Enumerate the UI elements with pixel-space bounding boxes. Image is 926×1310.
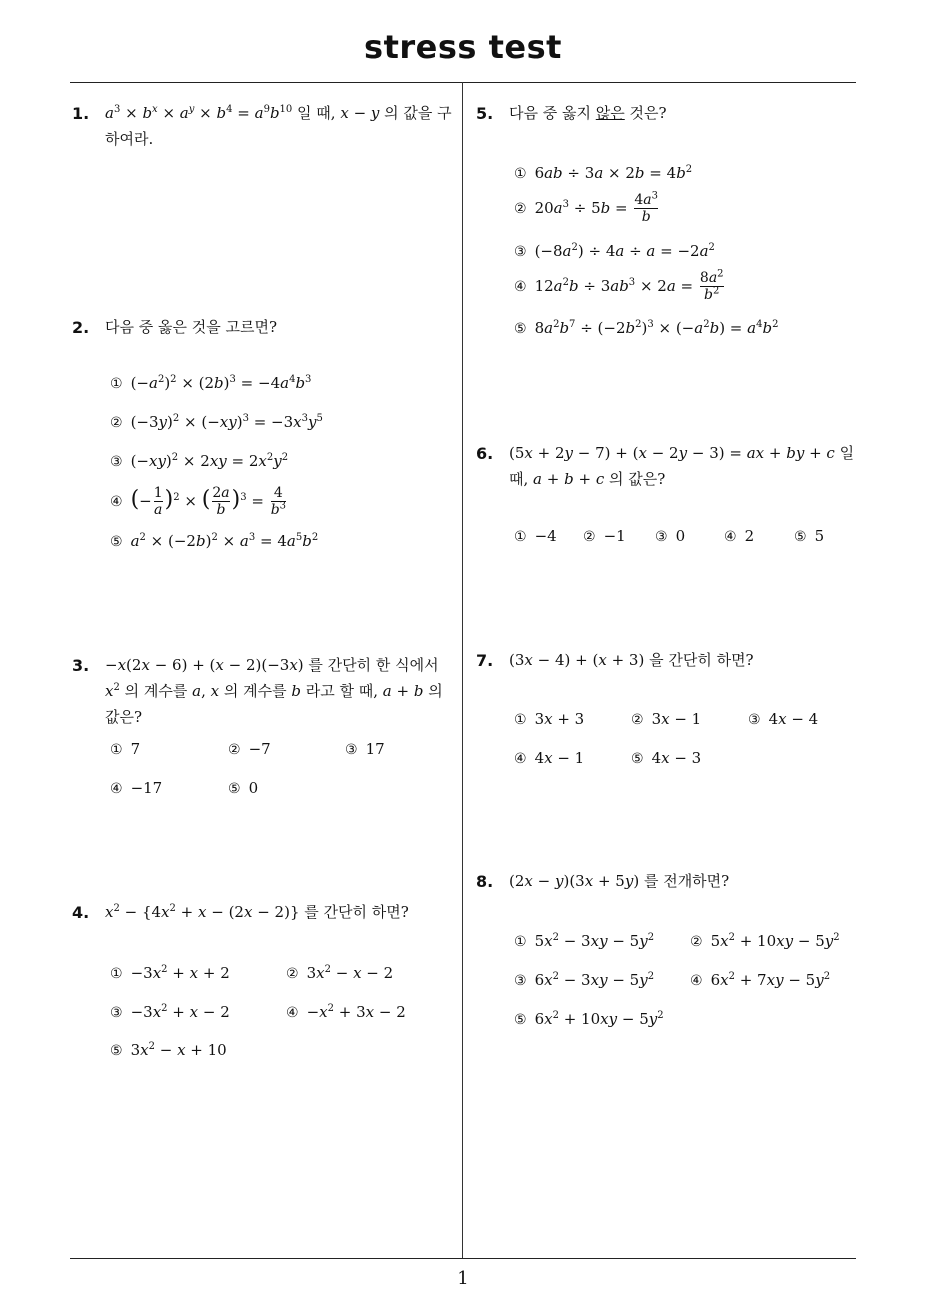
option-expression: $3x^2 - x + 10$ (130, 1041, 227, 1059)
option-expression: 4x − 1 (534, 749, 585, 767)
option-expression: 3x − 1 (651, 710, 702, 728)
option-expression: 4x − 3 (651, 749, 702, 767)
top-rule (70, 82, 856, 83)
question-number: 5. (476, 104, 494, 123)
answer-option[interactable] (748, 708, 818, 731)
answer-option[interactable] (110, 372, 311, 395)
option-marker: ⑤ (794, 529, 807, 545)
answer-option[interactable] (514, 747, 584, 770)
option-expression: $(-3y)^2 \times (-xy)^3 = -3x^3y^5$ (130, 413, 323, 431)
option-expression: 4x − 4 (768, 710, 819, 728)
answer-option[interactable] (228, 777, 258, 800)
option-marker: ② (690, 934, 703, 950)
option-expression: $-3x^2 + x + 2$ (130, 964, 230, 982)
option-marker: ② (286, 966, 299, 982)
question-text: $a^3 \times b^x \times a^y \times b^4 = a^9b^{10}$ 일 때, x − y 의 값을 구하여라. (105, 104, 452, 148)
question-number: 4. (72, 903, 90, 922)
option-marker: ④ (110, 781, 123, 797)
answer-option[interactable] (286, 962, 393, 985)
option-expression: −17 (130, 779, 163, 797)
question-number: 3. (72, 656, 90, 675)
question-text: −x(2x − 6) + (x − 2)(−3x) 를 간단히 한 식에서 $x^2$ 의 계수를 a, x 의 계수를 b 라고 할 때, a + b 의 값은? (105, 656, 443, 726)
answer-option[interactable] (228, 738, 271, 761)
option-marker: ④ (110, 493, 123, 510)
option-marker: ① (514, 529, 527, 545)
answer-option[interactable] (110, 485, 288, 518)
option-marker: ③ (345, 742, 358, 758)
option-expression: $5x^2 - 3xy - 5y^2$ (534, 932, 655, 950)
option-expression: $-x^2 + 3x - 2$ (306, 1003, 406, 1021)
question-text: (5x + 2y − 7) + (x − 2y − 3) = ax + by + c 일 때, a + b + c 의 값은? (509, 444, 855, 488)
option-marker: ② (110, 415, 123, 431)
answer-option[interactable] (110, 962, 230, 985)
option-marker: ③ (514, 973, 527, 989)
answer-option[interactable] (345, 738, 385, 761)
question-text: $x^2 - \{4x^2 + x - (2x - 2)\}$ 를 간단히 하면? (105, 903, 409, 921)
answer-option[interactable] (110, 530, 318, 553)
answer-option[interactable] (583, 525, 626, 548)
option-marker: ⑤ (514, 1012, 527, 1028)
option-marker: ⑤ (110, 1043, 123, 1059)
answer-option[interactable] (514, 969, 654, 992)
option-marker: ④ (286, 1005, 299, 1021)
option-marker: ④ (514, 278, 527, 295)
option-marker: ⑤ (110, 534, 123, 550)
option-marker: ④ (724, 529, 737, 545)
bottom-rule (70, 1258, 856, 1259)
question-number: 2. (72, 318, 90, 337)
option-marker: ② (631, 712, 644, 728)
question-number: 1. (72, 104, 90, 123)
answer-option[interactable] (514, 317, 778, 340)
option-expression: $6x^2 + 10xy - 5y^2$ (534, 1010, 664, 1028)
option-expression: $20a^3 \div 5b$ = $\frac{4a^3}{b}$ (534, 190, 659, 225)
option-marker: ① (110, 966, 123, 982)
answer-option[interactable] (514, 930, 654, 953)
option-expression: (− $\frac{1}{a}$ )$^2$ × ( $\frac{2a}{b}$ )$^3$ = $\frac{4}{b^3}$ (130, 485, 287, 518)
option-marker: ③ (110, 1005, 123, 1021)
option-expression: $(-xy)^2 \times 2xy = 2x^2y^2$ (130, 452, 289, 470)
option-marker: ⑤ (228, 781, 241, 797)
answer-option[interactable] (724, 525, 754, 548)
answer-option[interactable] (631, 708, 701, 731)
question-text: (2x − y)(3x + 5y) 를 전개하면? (509, 872, 730, 890)
option-marker: ② (514, 200, 527, 217)
option-marker: ⑤ (514, 321, 527, 337)
option-marker: ④ (514, 751, 527, 767)
option-expression: $a^2 \times (-2b)^2 \times a^3 = 4a^5b^2$ (130, 532, 319, 550)
page-number: 1 (457, 1268, 469, 1289)
answer-option[interactable] (690, 969, 830, 992)
answer-option[interactable] (514, 192, 660, 225)
answer-option[interactable] (110, 450, 288, 473)
answer-option[interactable] (514, 708, 584, 731)
option-expression: $5x^2 + 10xy - 5y^2$ (710, 932, 840, 950)
option-expression: 2 (744, 527, 755, 545)
answer-option[interactable] (514, 525, 557, 548)
option-expression: −4 (534, 527, 557, 545)
option-marker: ③ (110, 454, 123, 470)
option-marker: ② (583, 529, 596, 545)
question-number: 6. (476, 444, 494, 463)
option-marker: ① (514, 166, 527, 182)
answer-option[interactable] (631, 747, 701, 770)
answer-option[interactable] (110, 1001, 230, 1024)
option-marker: ① (514, 712, 527, 728)
answer-option[interactable] (690, 930, 840, 953)
answer-option[interactable] (110, 1039, 227, 1062)
question-text: 다음 중 옳은 것을 고르면? (105, 318, 278, 336)
answer-option[interactable] (110, 738, 140, 761)
answer-option[interactable] (655, 525, 685, 548)
option-marker: ③ (655, 529, 668, 545)
option-expression: 5 (814, 527, 825, 545)
option-expression: $3x^2 - x - 2$ (306, 964, 394, 982)
answer-option[interactable] (110, 777, 162, 800)
answer-option[interactable] (514, 1008, 664, 1031)
page-title: stress test (364, 28, 562, 66)
option-marker: ⑤ (631, 751, 644, 767)
option-marker: ③ (514, 244, 527, 260)
option-expression: $6x^2 - 3xy - 5y^2$ (534, 971, 655, 989)
question-text: (3x − 4) + (x + 3) 을 간단히 하면? (509, 651, 754, 669)
answer-option[interactable] (514, 270, 726, 303)
option-expression: 0 (248, 779, 259, 797)
answer-option[interactable] (514, 240, 715, 263)
question-number: 8. (476, 872, 494, 891)
answer-option[interactable] (514, 162, 692, 185)
question-number: 7. (476, 651, 494, 670)
option-marker: ② (228, 742, 241, 758)
option-marker: ① (110, 376, 123, 392)
answer-option[interactable] (286, 1001, 406, 1024)
option-expression: 3x + 3 (534, 710, 585, 728)
option-marker: ③ (748, 712, 761, 728)
option-expression: −1 (603, 527, 626, 545)
option-expression: 0 (675, 527, 686, 545)
option-expression: $6ab \div 3a \times 2b = 4b^2$ (534, 164, 693, 182)
option-marker: ① (514, 934, 527, 950)
option-expression: $-3x^2 + x - 2$ (130, 1003, 230, 1021)
option-marker: ① (110, 742, 123, 758)
option-expression: $12a^2b \div 3ab^3 \times 2a$ = $\frac{8a^2}{b^2}$ (534, 268, 724, 303)
column-divider (462, 82, 463, 1258)
answer-option[interactable] (110, 411, 323, 434)
option-expression: $(-a^2)^2 \times (2b)^3 = -4a^4b^3$ (130, 374, 312, 392)
option-expression: 7 (130, 740, 141, 758)
answer-option[interactable] (794, 525, 824, 548)
option-expression: 17 (365, 740, 385, 758)
question-text: 다음 중 옳지 않은 것은? (509, 104, 667, 122)
option-expression: −7 (248, 740, 271, 758)
option-expression: $6x^2 + 7xy - 5y^2$ (710, 971, 831, 989)
option-expression: $8a^2b^7 \div (-2b^2)^3 \times (-a^2b) = a^4b^2$ (534, 319, 779, 337)
option-expression: $(-8a^2) \div 4a \div a = -2a^2$ (534, 242, 715, 260)
option-marker: ④ (690, 973, 703, 989)
